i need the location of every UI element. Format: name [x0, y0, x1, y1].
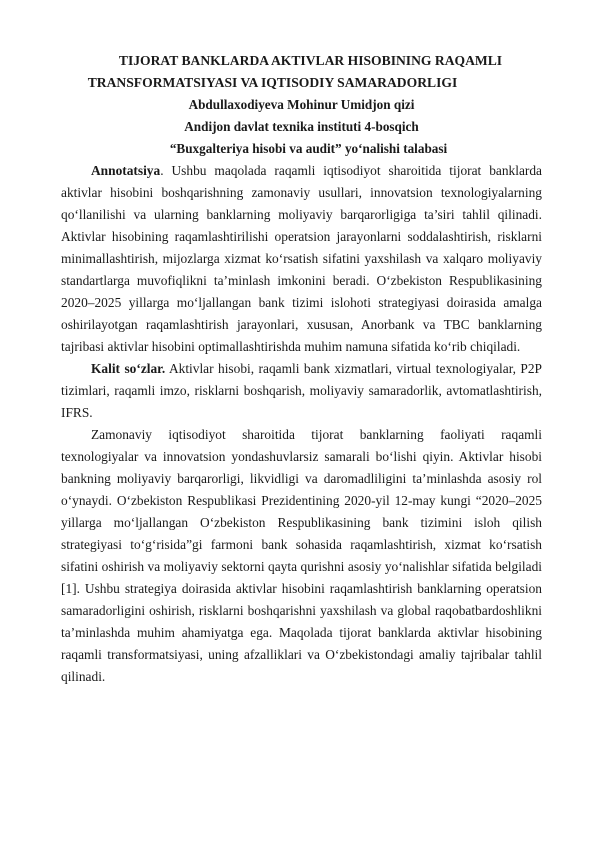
paper-page: [61, 50, 542, 688]
author-affiliation: Andijon davlat texnika instituti 4-bosqich: [184, 119, 419, 134]
title-line-2: TRANSFORMATSIYASI VA IQTISODIY SAMARADORLIGI: [87, 75, 458, 90]
paper-title: [61, 50, 542, 94]
abstract-paragraph: [61, 160, 542, 358]
keywords-label: Kalit so‘zlar.: [91, 361, 166, 376]
author-name: Abdullaxodiyeva Mohinur Umidjon qizi: [188, 97, 415, 112]
title-line-1: TIJORAT BANKLARDA AKTIVLAR HISOBINING RAQAMLI: [118, 53, 503, 68]
keywords-text: Aktivlar hisobi, raqamli bank xizmatlari, virtual texnologiyalar, P2P tizimlari, raqamli imzo, risklarni boshqarish, moliyaviy samaradorlik, avtomatlashtirish, IFRS.: [61, 361, 542, 420]
keywords-paragraph: [61, 358, 542, 424]
abstract-label: Annotatsiya: [91, 163, 161, 178]
body-paragraph: Zamonaviy iqtisodiyot sharoitida tijorat banklarning faoliyati raqamli texnologiyalar va innovatsion yondashuvlarsiz samarali bo‘lishi qiyin. Aktivlar hisobi bankning moliyaviy barqarorligi, likvidligi va daromadliligini ta’minlashda asosiy rol o‘ynaydi. O‘zbekiston Respublikasi Prezidentining 2020-yil 12-may kungi “2020–2025 yillarga mo‘ljallangan O‘zbekiston Respublikasining bank tizimini isloh qilish strategiyasi to‘g‘risida”gi farmoni bank sohasida raqamlashtirish, xizmat ko‘rsatish sifatini oshirish va moliyaviy sektorni qayta qurishni asosiy yo‘nalishlar sifatida belgiladi [1]. Ushbu strategiya doirasida aktivlar hisobini raqamlashtirish banklarning operatsion samaradorligini oshirish, risklarni boshqarishni yaxshilash va global raqobatbardoshlikni ta’minlashda muhim ahamiyatga ega. Maqolada tijorat banklarda aktivlar hisobining raqamli transformatsiyasi, uning afzalliklari va O‘zbekistondagi amaliy tajribalar tahlil qilinadi.: [61, 427, 542, 684]
author-program: “Buxgalteriya hisobi va audit” yo‘nalishi talabasi: [169, 141, 448, 156]
abstract-text: . Ushbu maqolada raqamli iqtisodiyot sharoitida tijorat banklarda aktivlar hisobini boshqarishning zamonaviy usullari, innovatsion texnologiyalarning qo‘llanilishi va ularning banklarning moliyaviy barqarorligiga ta’siri tahlil qilinadi. Aktivlar hisobining raqamlashtirilishi operatsion jarayonlarni soddalashtirish, risklarni minimallashtirish, mijozlarga xizmat ko‘rsatish sifatini yaxshilash va xalqaro moliyaviy standartlarga muvofiqlikni ta’minlash imkonini beradi. O‘zbekiston Respublikasining 2020–2025 yillarga mo‘ljallangan bank tizimi islohoti strategiyasi doirasida amalga oshirilayotgan raqamlashtirish jarayonlari, xususan, Anorbank va TBC banklarning tajribasi aktivlar hisobini optimallashtirishda muhim namuna sifatida ko‘rib chiqiladi.: [61, 163, 542, 354]
